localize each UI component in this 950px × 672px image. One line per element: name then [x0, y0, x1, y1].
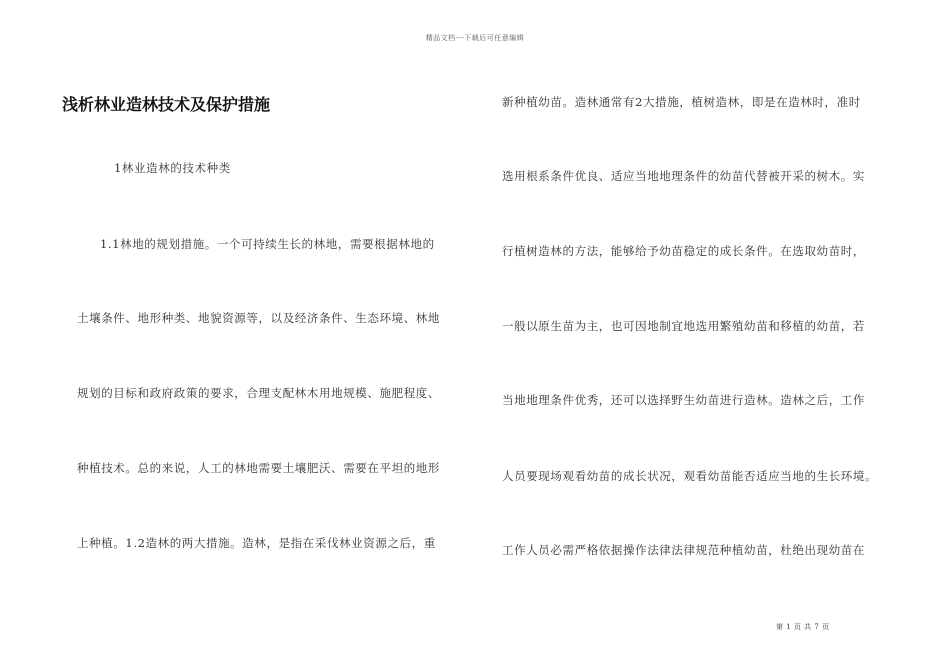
right-paragraph-line: 新种植幼苗。造林通常有2大措施，植树造林，即是在造林时，准时 — [502, 95, 861, 109]
right-paragraph-line: 工作人员必需严格依据操作法律法律规范种植幼苗，杜绝出现幼苗在 — [502, 543, 865, 557]
left-paragraph-line: 规划的目标和政府政策的要求，合理支配林木用地规模、施肥程度、 — [77, 386, 440, 400]
document-title: 浅析林业造林技术及保护措施 — [62, 95, 271, 114]
right-paragraph-line: 人员要现场观看幼苗的成长状况，观看幼苗能否适应当地的生长环境。 — [502, 469, 878, 483]
left-paragraph-line: 上种植。1.2造林的两大措施。造林，是指在采伐林业资源之后，重 — [77, 536, 436, 550]
right-paragraph-line: 选用根系条件优良、适应当地地理条件的幼苗代替被开采的树木。实 — [502, 169, 865, 183]
page-number-footer: 第 1 页 共 7 页 — [776, 623, 830, 631]
left-paragraph-line: 种植技术。总的来说，人工的林地需要土壤肥沃、需要在平坦的地形 — [77, 461, 440, 475]
left-paragraph-line: 土壤条件、地形种类、地貌资源等，以及经济条件、生态环境、林地 — [77, 311, 440, 325]
right-paragraph-line: 行植树造林的方法，能够给予幼苗稳定的成长条件。在选取幼苗时， — [502, 244, 865, 258]
header-note: 精品文档---下载后可任意编辑 — [425, 34, 525, 42]
left-paragraph-line: 1.1林地的规划措施。一个可持续生长的林地，需要根据林地的 — [100, 237, 435, 251]
right-paragraph-line: 当地地理条件优秀，还可以选择野生幼苗进行造林。造林之后，工作 — [502, 393, 865, 407]
right-paragraph-line: 一般以原生苗为主，也可因地制宜地选用繁殖幼苗和移植的幼苗，若 — [502, 319, 865, 333]
section-heading: 1林业造林的技术种类 — [114, 161, 231, 175]
